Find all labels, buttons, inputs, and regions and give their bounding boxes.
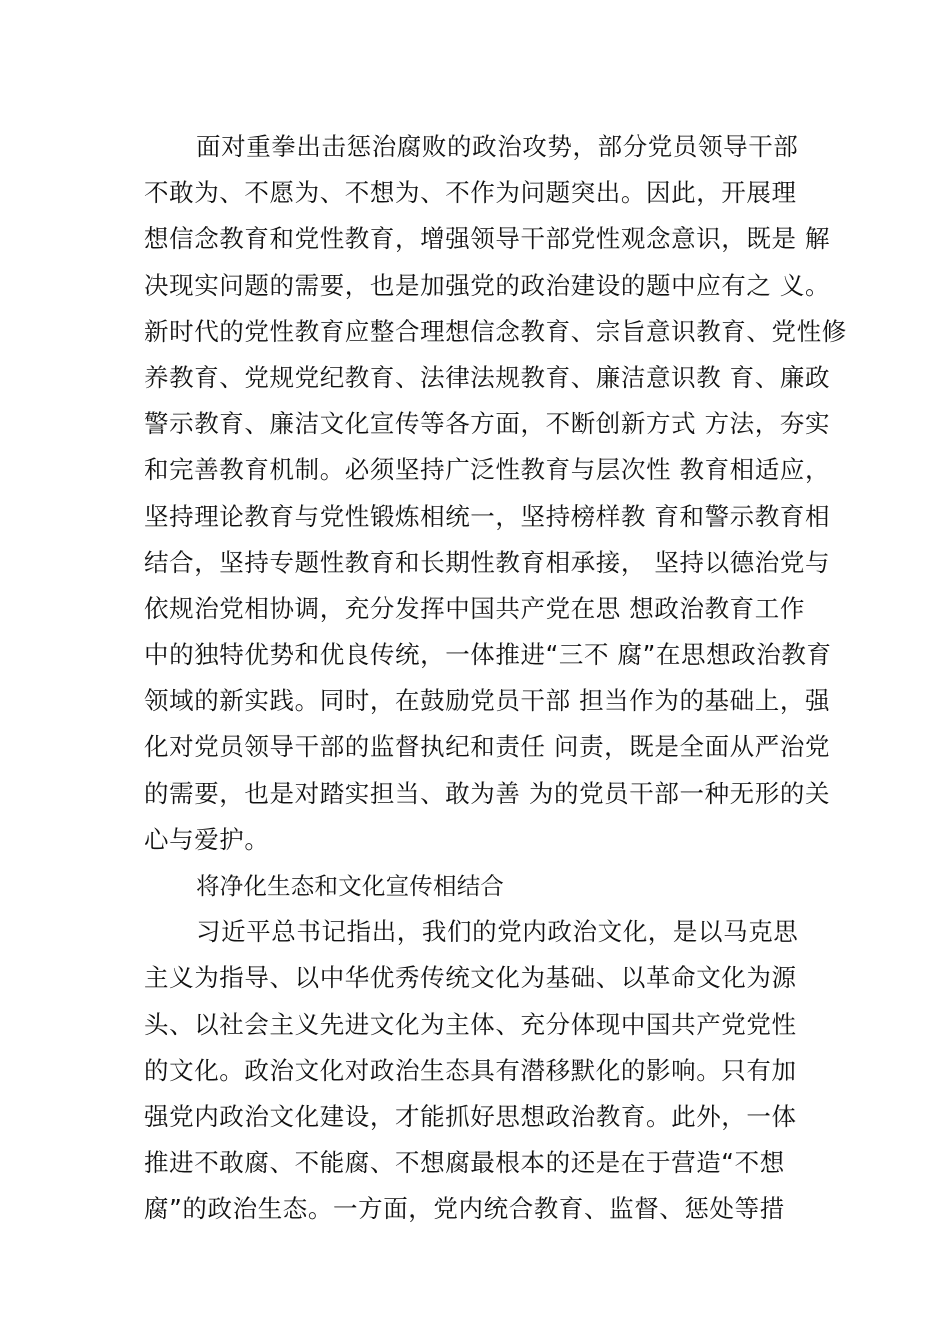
section-heading (144, 863, 834, 909)
text-line: 强党内政治文化建设，才能抓好思想政治教育。此外，一体 (144, 1101, 797, 1131)
text-line: 结合，坚持专题性教育和长期性教育相承接， 坚持以德治党与 (144, 547, 831, 577)
heading-text: 将净化生态和文化宣传相结合 (196, 872, 505, 900)
text-line: 面对重拳出击惩治腐败的政治攻势，部分党员领导干部 (196, 132, 799, 161)
text-line: 和完善教育机制。必须坚持广泛性教育与层次性 教育相适应， (144, 455, 831, 485)
text-line: 的文化。政治文化对政治生态具有潜移默化的影响。只有加 (144, 1055, 797, 1085)
text-line: 腐”的政治生态。一方面，党内统合教育、监督、惩处等措 (144, 1194, 785, 1224)
text-line: 化对党员领导干部的监督执纪和责任 问责，既是全面从严治党 (144, 732, 831, 762)
text-line: 养教育、党规党纪教育、法律法规教育、廉洁意识教 育、廉政 (144, 362, 831, 392)
text-line: 不敢为、不愿为、不想为、不作为问题突出。因此，开展理 (144, 178, 797, 208)
paragraph-party-education (144, 124, 847, 863)
text-line: 依规治党相协调，充分发挥中国共产党在思 想政治教育工作 (144, 593, 805, 623)
text-line: 习近平总书记指出，我们的党内政治文化，是以马克思 (196, 917, 799, 947)
text-line: 新时代的党性教育应整合理想信念教育、宗旨意识教育、党性修 (144, 316, 847, 346)
text-line: 决现实问题的需要，也是加强党的政治建设的题中应有之 义。 (144, 270, 831, 300)
text-line: 推进不敢腐、不能腐、不想腐最根本的还是在于营造“不想 (144, 1148, 785, 1178)
text-line: 主义为指导、以中华优秀传统文化为基础、以革命文化为源 (144, 963, 797, 993)
document-page (144, 124, 847, 1233)
text-line: 心与爱护。 (144, 824, 270, 854)
text-line: 想信念教育和党性教育，增强领导干部党性观念意识，既是 解 (144, 224, 831, 254)
text-line: 中的独特优势和优良传统，一体推进“三不 腐”在思想政治教育 (144, 640, 832, 670)
text-line: 头、以社会主义先进文化为主体、充分体现中国共产党党性 (144, 1009, 797, 1039)
text-line: 坚持理论教育与党性锻炼相统一，坚持榜样教 育和警示教育相 (144, 501, 831, 531)
text-line: 领域的新实践。同时，在鼓励党员干部 担当作为的基础上，强 (144, 686, 831, 716)
text-line: 的需要，也是对踏实担当、敢为善 为的党员干部一种无形的关 (144, 778, 831, 808)
paragraph-political-culture (144, 909, 834, 1232)
text-line: 警示教育、廉洁文化宣传等各方面，不断创新方式 方法，夯实 (144, 409, 831, 439)
